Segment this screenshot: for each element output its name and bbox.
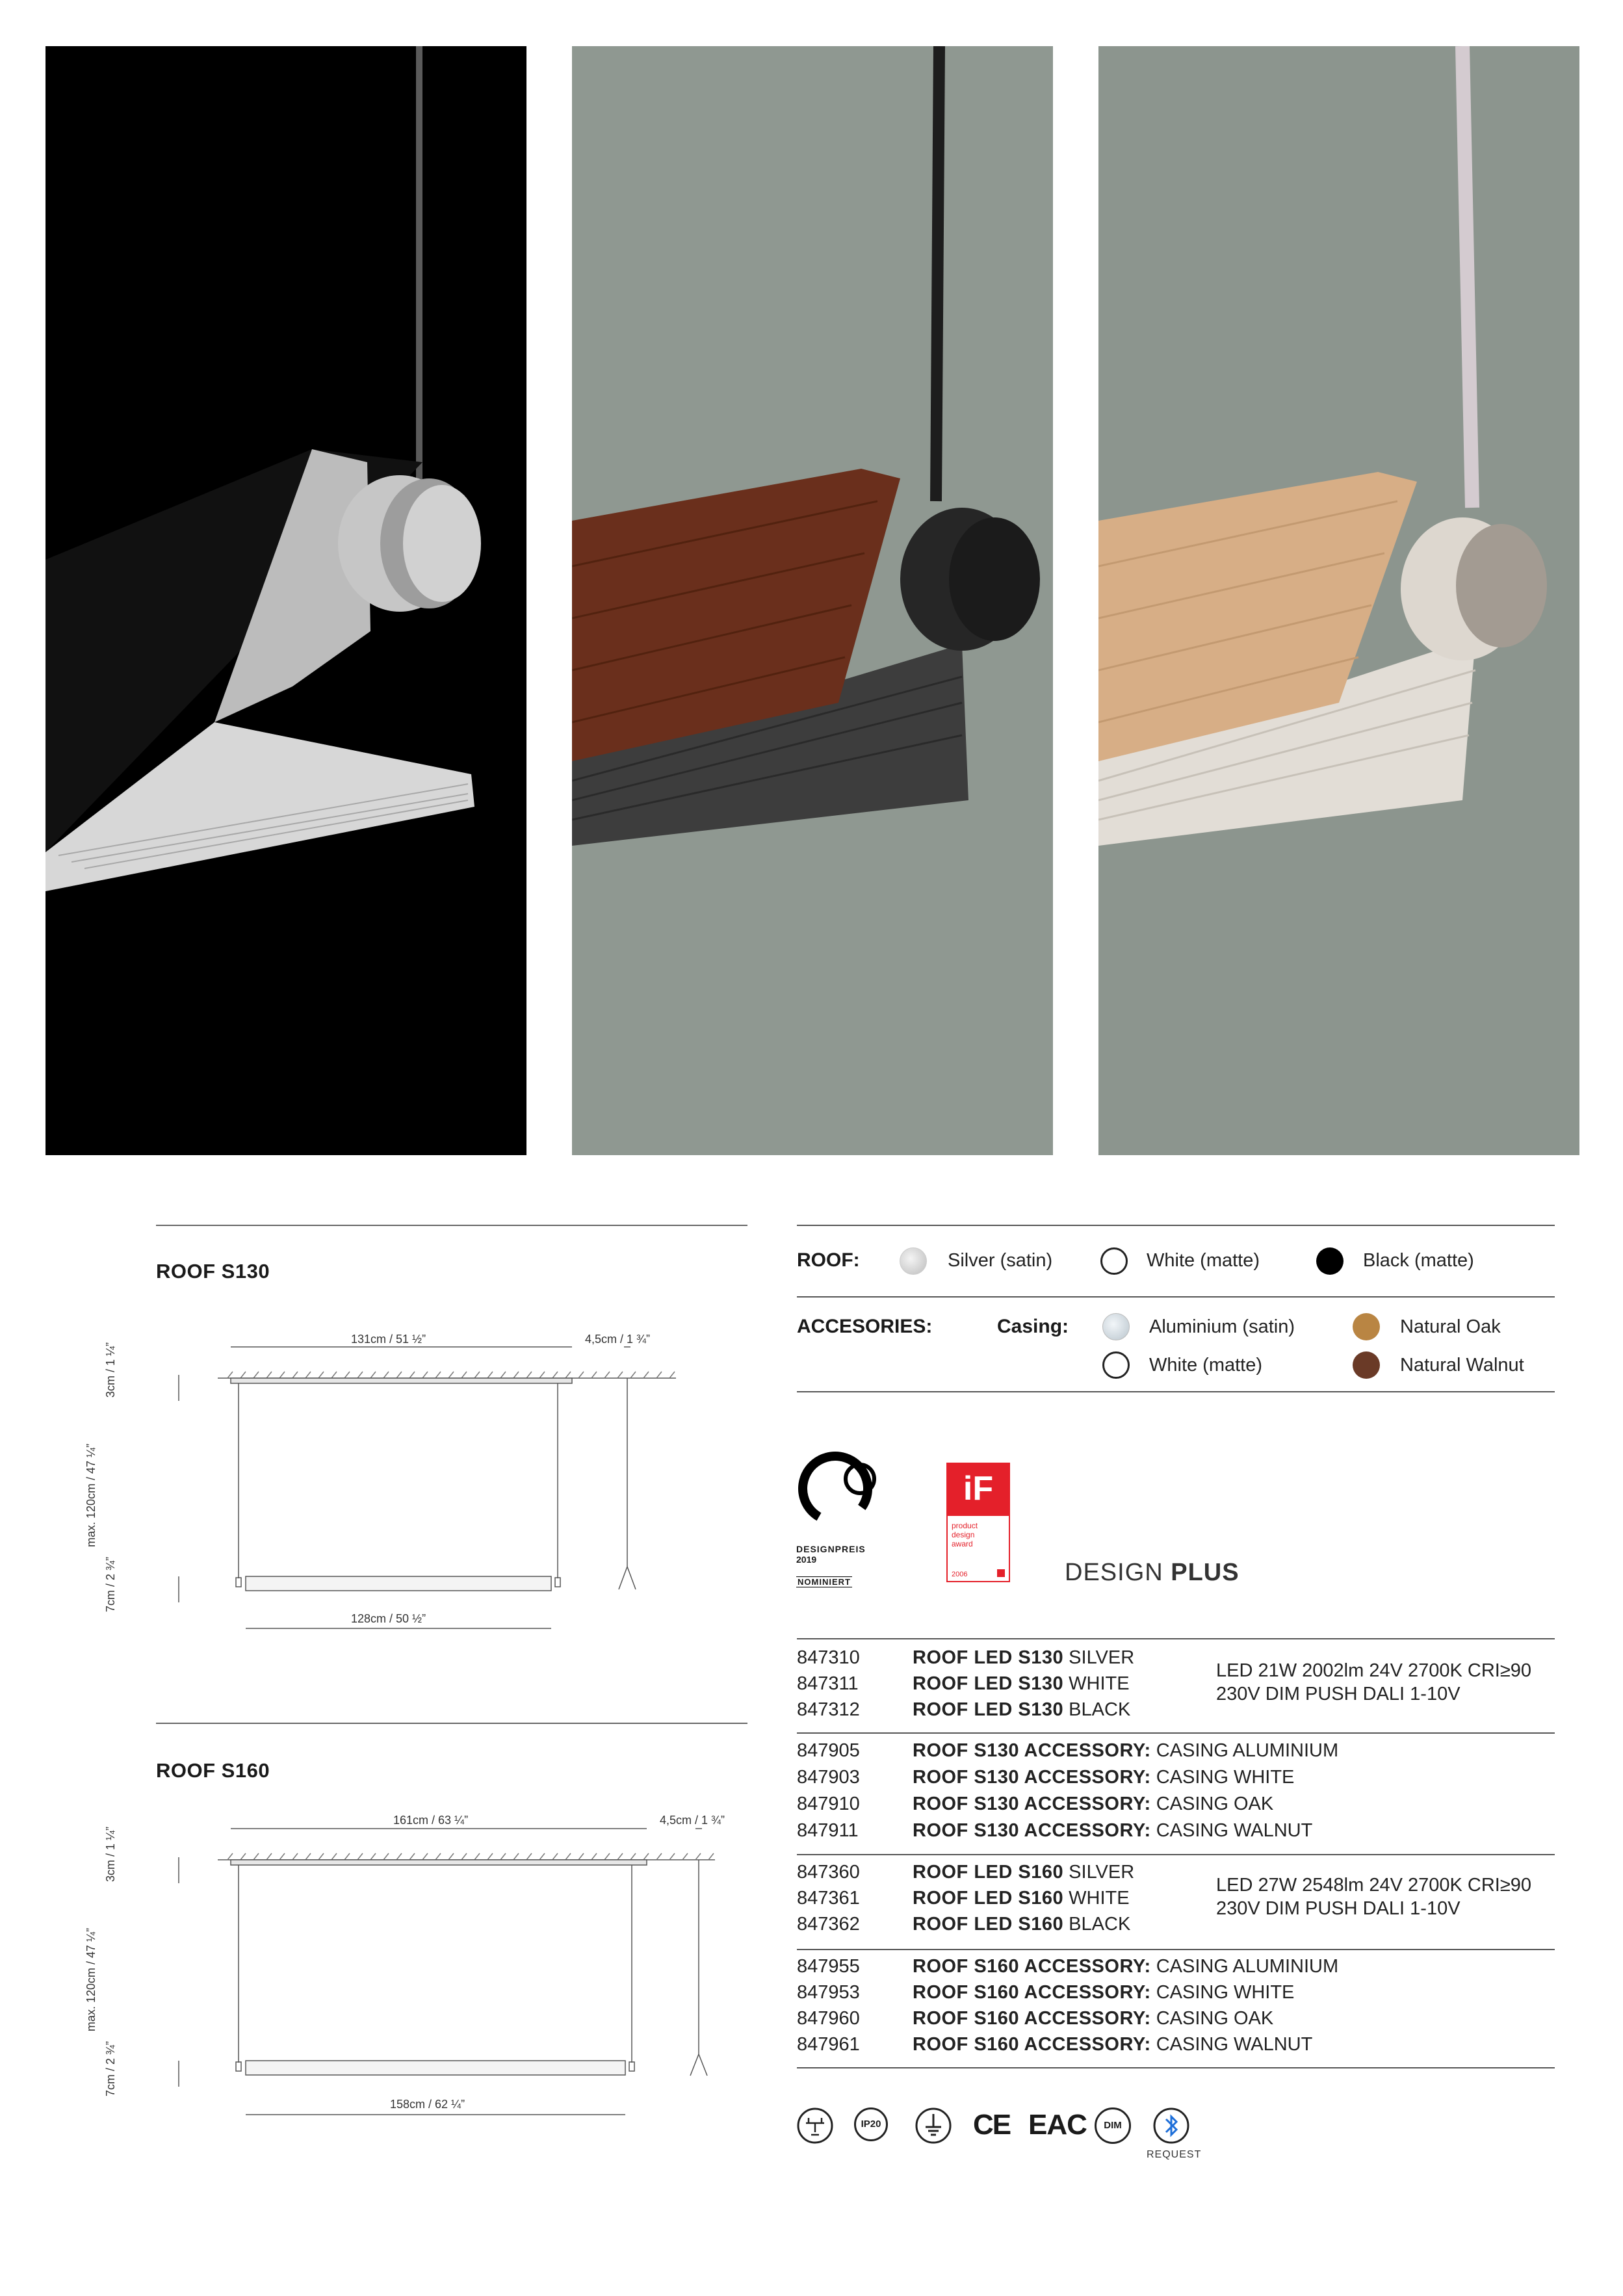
product-code: 847310 — [797, 1647, 860, 1668]
swatch-white — [1100, 1247, 1128, 1275]
product-code: 847953 — [797, 1982, 860, 2003]
ground-icon — [913, 2105, 954, 2146]
product-code: 847911 — [797, 1820, 859, 1841]
product-name: ROOF S130 ACCESSORY: CASING WALNUT — [913, 1820, 1313, 1841]
swatch-casing-white — [1102, 1351, 1130, 1379]
divider — [797, 1296, 1555, 1298]
product-code: 847903 — [797, 1767, 860, 1788]
eac-mark-icon: EAC — [1028, 2109, 1087, 2141]
dim-bottom-width: 128cm / 50 ½” — [351, 1612, 426, 1625]
product-code: 847361 — [797, 1888, 860, 1909]
product-name: ROOF LED S130 WHITE — [913, 1673, 1130, 1694]
casing-option-white: White (matte) — [1149, 1355, 1263, 1376]
bluetooth-icon — [1150, 2105, 1192, 2146]
product-name: ROOF S160 ACCESSORY: CASING ALUMINIUM — [913, 1956, 1339, 1977]
designplus-logo — [1065, 1559, 1240, 1587]
product-code: 847960 — [797, 2008, 860, 2029]
divider — [797, 1225, 1555, 1226]
product-spec: LED 21W 2002lm 24V 2700K CRI≥90 — [1216, 1660, 1532, 1681]
swatch-silver — [900, 1247, 927, 1275]
roof-option-white: White (matte) — [1147, 1250, 1260, 1271]
product-name: ROOF LED S130 BLACK — [913, 1699, 1131, 1720]
product-code: 847311 — [797, 1673, 859, 1694]
product-name: ROOF LED S160 SILVER — [913, 1862, 1135, 1883]
divider — [797, 2067, 1555, 2068]
product-name: ROOF LED S160 BLACK — [913, 1914, 1131, 1935]
dim-top-height: 3cm / 1 ¼” — [104, 1826, 117, 1882]
product-spec: 230V DIM PUSH DALI 1-10V — [1216, 1684, 1461, 1704]
dimmable-driver-icon — [794, 2105, 836, 2146]
ip20-icon: IP20 — [854, 2107, 888, 2141]
product-code: 847362 — [797, 1914, 860, 1935]
section-title-s160: ROOF S160 — [156, 1759, 270, 1782]
dim-top-height: 3cm / 1 ¼” — [104, 1342, 117, 1398]
roof-option-silver: Silver (satin) — [948, 1250, 1053, 1271]
swatch-walnut — [1353, 1351, 1380, 1379]
product-name: ROOF S130 ACCESSORY: CASING ALUMINIUM — [913, 1740, 1339, 1761]
product-code: 847955 — [797, 1956, 860, 1977]
divider — [797, 1949, 1555, 1950]
request-label: REQUEST — [1147, 2149, 1202, 2160]
divider — [797, 1732, 1555, 1734]
casing-option-oak: Natural Oak — [1400, 1316, 1501, 1337]
roof-option-black: Black (matte) — [1363, 1250, 1474, 1271]
if-text: product design award — [952, 1521, 978, 1548]
if-award-logo — [946, 1463, 1011, 1586]
swatch-black — [1316, 1247, 1344, 1275]
product-name: ROOF S130 ACCESSORY: CASING OAK — [913, 1794, 1274, 1814]
product-spec: LED 27W 2548lm 24V 2700K CRI≥90 — [1216, 1875, 1532, 1896]
roof-label: ROOF: — [797, 1249, 860, 1271]
product-code: 847961 — [797, 2034, 860, 2055]
product-name: ROOF LED S130 SILVER — [913, 1647, 1135, 1668]
product-name: ROOF S160 ACCESSORY: CASING OAK — [913, 2008, 1274, 2029]
casing-option-walnut: Natural Walnut — [1400, 1355, 1524, 1376]
designplus-text-a: DESIGN — [1065, 1559, 1171, 1586]
ce-mark-icon: CE — [973, 2109, 1011, 2141]
product-code: 847910 — [797, 1794, 860, 1814]
product-code: 847905 — [797, 1740, 860, 1761]
section-title-s130: ROOF S130 — [156, 1260, 270, 1283]
swatch-aluminium — [1102, 1313, 1130, 1340]
dim-icon: DIM — [1095, 2107, 1131, 2144]
designplus-text-b: PLUS — [1171, 1559, 1240, 1586]
designpreis-text: DESIGNPREIS — [796, 1544, 866, 1554]
designpreis-nominiert: NOMINIERT — [798, 1577, 851, 1587]
dim-max-height: max. 120cm / 47 ¼” — [84, 1443, 97, 1547]
dim-max-height: max. 120cm / 47 ¼” — [84, 1927, 97, 2031]
white-oak-variant-photo — [1098, 46, 1579, 1155]
product-name: ROOF S160 ACCESSORY: CASING WHITE — [913, 1982, 1295, 2003]
product-code: 847312 — [797, 1699, 860, 1720]
product-name: ROOF S160 ACCESSORY: CASING WALNUT — [913, 2034, 1313, 2055]
if-logo: iF — [946, 1463, 1010, 1515]
product-spec: 230V DIM PUSH DALI 1-10V — [1216, 1898, 1461, 1919]
designpreis-logo — [796, 1443, 887, 1586]
dimension-drawing-s160 — [84, 1797, 725, 2135]
product-name: ROOF LED S160 WHITE — [913, 1888, 1130, 1909]
dimension-drawing-s130 — [84, 1313, 715, 1651]
product-code: 847360 — [797, 1862, 860, 1883]
designpreis-year: 2019 — [796, 1554, 817, 1565]
divider — [156, 1723, 747, 1724]
black-walnut-variant-photo — [572, 46, 1053, 1155]
dim-side-width: 4,5cm / 1 ¾” — [585, 1333, 651, 1346]
if-year: 2006 — [952, 1571, 968, 1578]
divider — [797, 1391, 1555, 1392]
casing-option-aluminium: Aluminium (satin) — [1149, 1316, 1295, 1337]
swatch-oak — [1353, 1313, 1380, 1340]
divider — [797, 1854, 1555, 1855]
dim-top-width: 161cm / 63 ¼” — [393, 1814, 469, 1827]
silver-variant-photo — [45, 46, 526, 1155]
divider — [156, 1225, 747, 1226]
dim-bottom-width: 158cm / 62 ¼” — [390, 2098, 465, 2111]
product-name: ROOF S130 ACCESSORY: CASING WHITE — [913, 1767, 1295, 1788]
dim-top-width: 131cm / 51 ½” — [351, 1333, 426, 1346]
dim-body-height: 7cm / 2 ¾” — [104, 1556, 117, 1612]
dim-side-width: 4,5cm / 1 ¾” — [660, 1814, 725, 1827]
divider — [797, 1638, 1555, 1639]
certification-symbols — [794, 2105, 1210, 2163]
accessories-label: ACCESORIES: — [797, 1316, 933, 1337]
casing-label: Casing: — [997, 1316, 1069, 1337]
dim-body-height: 7cm / 2 ¾” — [104, 2041, 117, 2096]
